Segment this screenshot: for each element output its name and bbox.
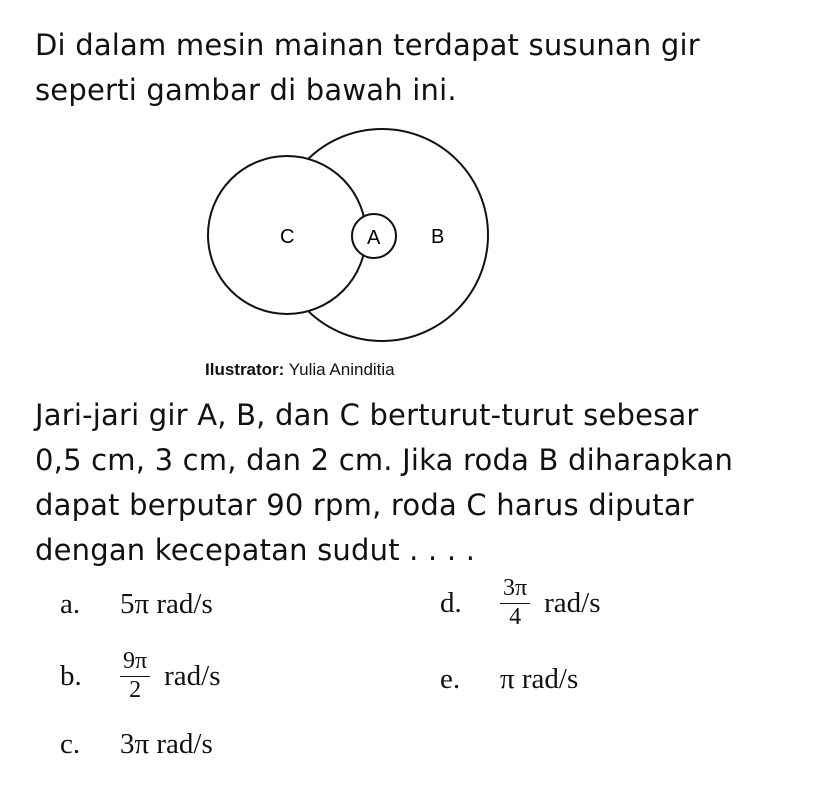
gear-c-label: C: [280, 226, 295, 248]
body-line-4: dengan kecepatan sudut . . . .: [35, 533, 476, 567]
body-line-1: Jari-jari gir A, B, dan C berturut-turut sebesar: [35, 398, 699, 432]
option-a-value: 5π rad/s: [120, 588, 213, 620]
option-c-value: 3π rad/s: [120, 728, 213, 760]
intro-line-2: seperti gambar di bawah ini.: [35, 73, 457, 107]
gear-b-label: B: [431, 226, 445, 248]
option-c[interactable]: [60, 728, 213, 761]
credit-label: Ilustrator:: [205, 360, 285, 379]
option-d-fraction: [500, 575, 530, 631]
option-b-label: b.: [60, 659, 82, 692]
option-e-label: e.: [440, 663, 461, 695]
option-e-value: π rad/s: [500, 663, 579, 695]
credit-name: Yulia Aninditia: [288, 360, 395, 379]
option-d-unit: rad/s: [544, 586, 601, 619]
option-e[interactable]: [440, 663, 578, 696]
option-d-denominator: 4: [509, 603, 522, 630]
option-c-label: c.: [60, 728, 81, 760]
option-b-fraction: [120, 648, 150, 704]
gear-diagram: [0, 0, 828, 360]
option-b-numerator: 9π: [120, 648, 150, 677]
illustrator-credit: [205, 360, 395, 380]
gear-a-label: A: [367, 227, 381, 249]
intro-line-1: Di dalam mesin mainan terdapat susunan gir: [35, 28, 700, 62]
body-line-3: dapat berputar 90 rpm, roda C harus diputar: [35, 488, 694, 522]
body-line-2: 0,5 cm, 3 cm, dan 2 cm. Jika roda B diharapkan: [35, 443, 734, 477]
option-d-numerator: 3π: [500, 575, 530, 604]
option-d-label: d.: [440, 586, 462, 619]
option-b-denominator: 2: [129, 676, 142, 703]
option-d[interactable]: [440, 575, 601, 631]
option-b-unit: rad/s: [164, 659, 221, 692]
option-a-label: a.: [60, 588, 81, 620]
option-b[interactable]: [60, 648, 221, 704]
option-a[interactable]: [60, 588, 213, 621]
